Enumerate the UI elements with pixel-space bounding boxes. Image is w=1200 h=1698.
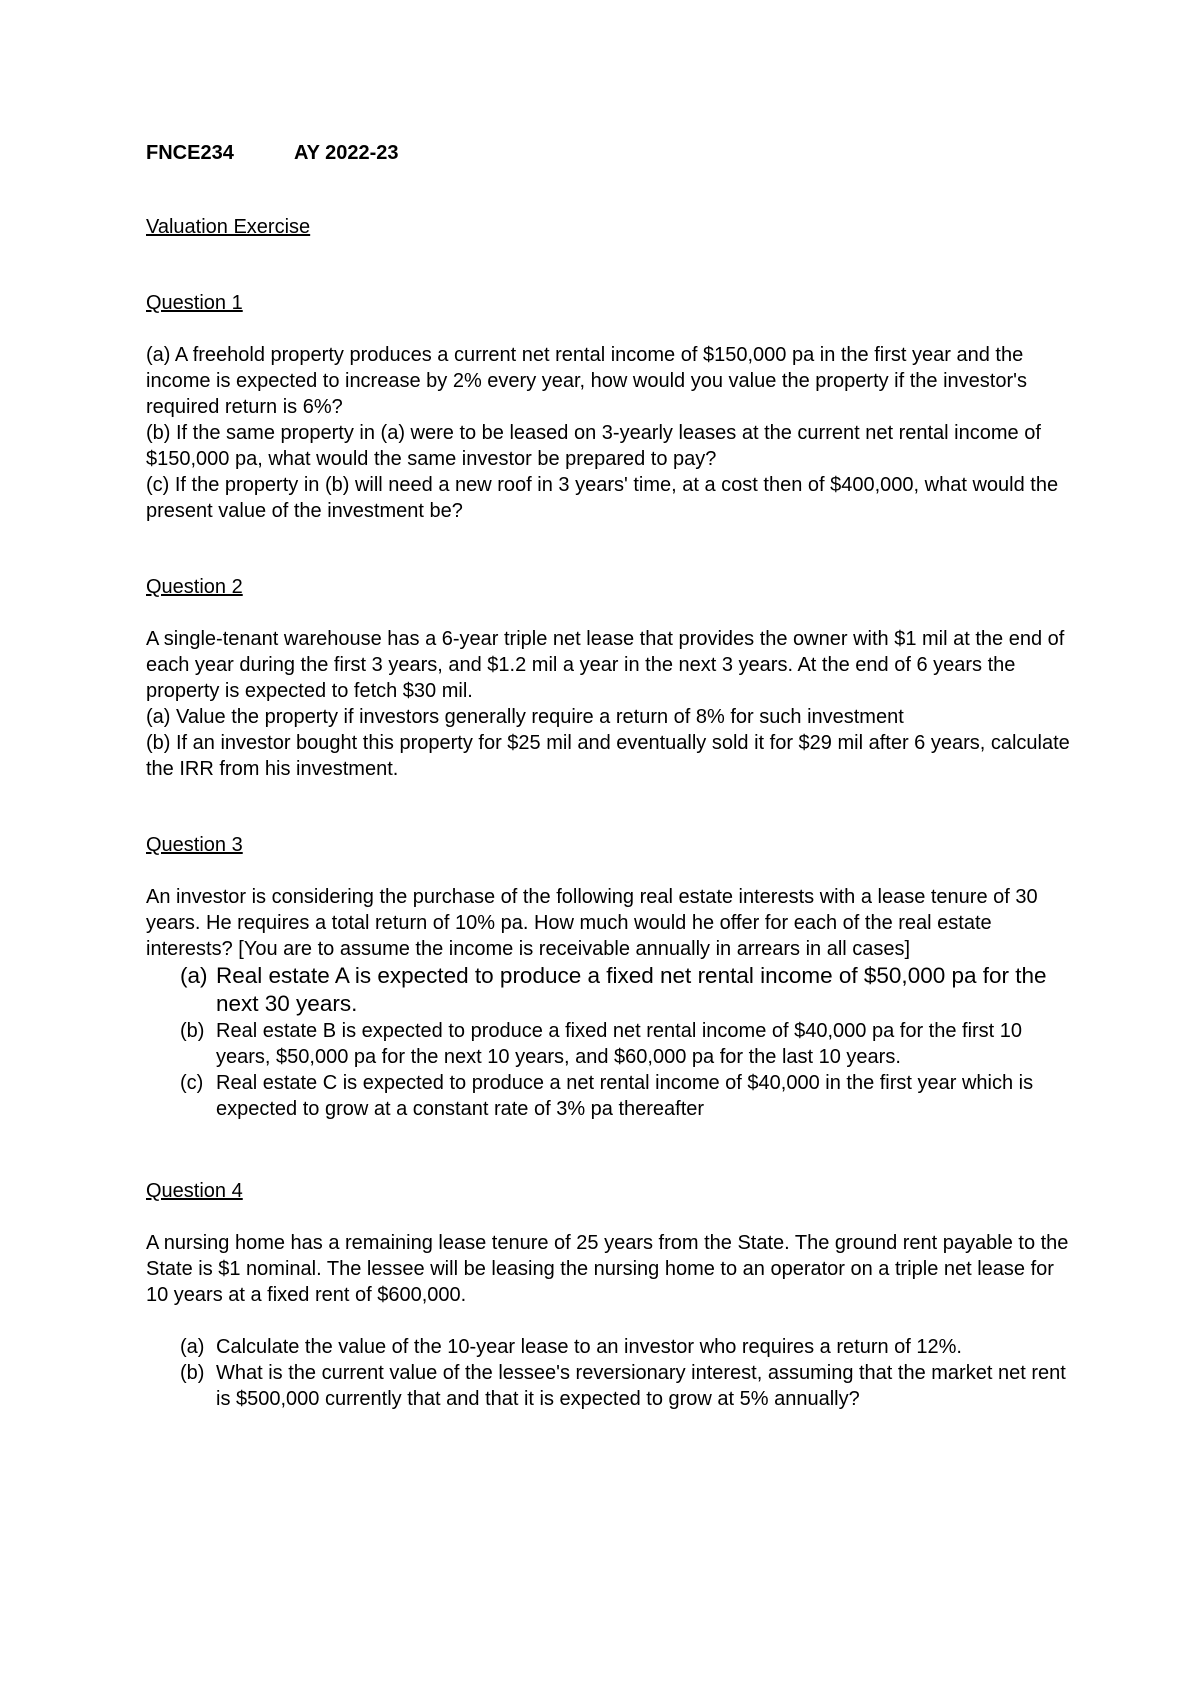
academic-year: AY 2022-23	[294, 142, 399, 164]
question-1-part-a: (a) A freehold property produces a current net rental income of $150,000 pa in the first year and the income is expected to increase by 2% every year, how would you value the property if the investor's required return is 6%?	[146, 344, 1027, 418]
list-text: Real estate B is expected to produce a fixed net rental income of $40,000 pa for the first 10 years, $50,000 pa for the next 10 years, and $60,000 pa for the last 10 years.	[216, 1020, 1023, 1068]
question-1-heading: Question 1	[146, 292, 243, 314]
list-label: (b)	[180, 1362, 205, 1384]
question-3-item-b	[146, 1018, 1076, 1070]
list-label: (a)	[180, 1336, 205, 1358]
list-text: What is the current value of the lessee's reversionary interest, assuming that the market net rent is $500,000 currently that and that it is expected to grow at 5% annually?	[216, 1362, 1066, 1410]
question-4-intro: A nursing home has a remaining lease tenure of 25 years from the State. The ground rent payable to the State is $1 nominal. The lessee will be leasing the nursing home to an operator on a triple net lease for 10 years at a fixed rent of $600,000.	[146, 1232, 1069, 1306]
question-2-intro: A single-tenant warehouse has a 6-year triple net lease that provides the owner with $1 mil at the end of each year during the first 3 years, and $1.2 mil a year in the next 3 years. At the end of 6 years the property is expected to fetch $30 mil.	[146, 628, 1065, 702]
question-4-list	[146, 1334, 1076, 1412]
document-page	[146, 140, 1076, 1412]
list-label: (b)	[180, 1020, 205, 1042]
question-3-item-a	[146, 962, 1076, 1018]
question-3-item-c	[146, 1070, 1076, 1122]
list-text: Real estate C is expected to produce a net rental income of $40,000 in the first year which is expected to grow at a constant rate of 3% pa thereafter	[216, 1072, 1034, 1120]
question-1-part-b: (b) If the same property in (a) were to be leased on 3-yearly leases at the current net rental income of $150,000 pa, what would the same investor be prepared to pay?	[146, 422, 1041, 470]
question-2-part-a: (a) Value the property if investors generally require a return of 8% for such investment	[146, 706, 904, 728]
question-3-heading: Question 3	[146, 834, 243, 856]
list-text: Real estate A is expected to produce a fixed net rental income of $50,000 pa for the next 30 years.	[216, 963, 1047, 1016]
question-4-heading: Question 4	[146, 1180, 243, 1202]
list-text: Calculate the value of the 10-year lease to an investor who requires a return of 12%.	[216, 1336, 962, 1358]
question-2-part-b: (b) If an investor bought this property for $25 mil and eventually sold it for $29 mil after 6 years, calculate the IRR from his investment.	[146, 732, 1070, 780]
question-2-heading: Question 2	[146, 576, 243, 598]
document-title: Valuation Exercise	[146, 216, 311, 238]
document-header	[146, 140, 1076, 166]
question-3-list	[146, 962, 1076, 1122]
question-1-part-c: (c) If the property in (b) will need a new roof in 3 years' time, at a cost then of $400,000, what would the present value of the investment be?	[146, 474, 1059, 522]
list-label: (a)	[180, 963, 208, 988]
course-code: FNCE234	[146, 142, 234, 164]
question-3-intro: An investor is considering the purchase of the following real estate interests with a lease tenure of 30 years. He requires a total return of 10% pa. How much would he offer for each of the real estate interests? [You are to assume the income is receivable annually in arrears in all cases]	[146, 886, 1038, 960]
question-4-item-b	[146, 1360, 1076, 1412]
list-label: (c)	[180, 1072, 204, 1094]
question-4-item-a	[146, 1334, 1076, 1360]
